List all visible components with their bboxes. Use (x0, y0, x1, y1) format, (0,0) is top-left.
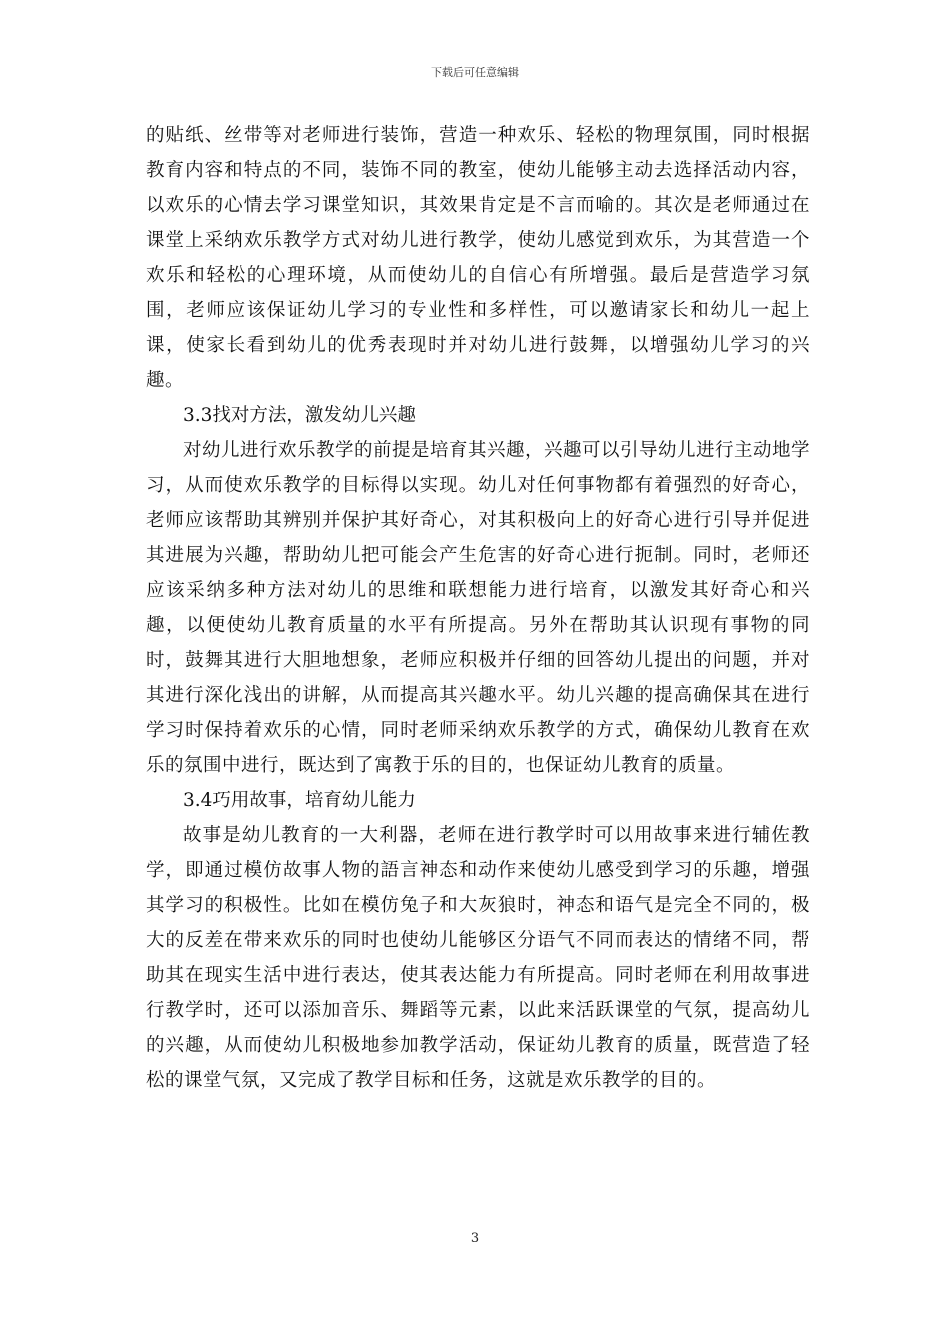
paragraph-method: 对幼儿进行欢乐教学的前提是培育其兴趣，兴趣可以引导幼儿进行主动地学习，从而使欢乐教学的目标得以实现。幼儿对任何事物都有着强烈的好奇心，老师应该帮助其辨别并保护其好奇心，对其积极向上的好奇心进行引导并促进其进展为兴趣，帮助幼儿把可能会产生危害的好奇心进行扼制。同时，老师还应该采纳多种方法对幼儿的思维和联想能力进行培育，以激发其好奇心和兴趣，以便使幼儿教育质量的水平有所提高。另外在帮助其认识现有事物的同时，鼓舞其进行大胆地想象，老师应积极并仔细的回答幼儿提出的问题，并对其进行深化浅出的讲解，从而提高其兴趣水平。幼儿兴趣的提高确保其在进行学习时保持着欢乐的心情，同时老师采纳欢乐教学的方式，确保幼儿教育在欢乐的氛围中进行，既达到了寓教于乐的目的，也保证幼儿教育的质量。 (146, 440, 811, 776)
section-heading-3-4: 3.4巧用故事，培育幼儿能力 (183, 790, 416, 811)
paragraph-story: 故事是幼儿教育的一大利器，老师在进行教学时可以用故事来进行辅佐教学，即通过模仿故事人物的語言神态和动作来使幼儿感受到学习的乐趣，增强其学习的积极性。比如在模仿兔子和大灰狼时，神态和语气是完全不同的，极大的反差在带来欢乐的同时也使幼儿能够区分语气不同而表达的情绪不同，帮助其在现实生活中进行表达，使其表达能力有所提高。同时老师在利用故事进行教学时，还可以添加音乐、舞蹈等元素，以此来活跃课堂的气氛，提高幼儿的兴趣，从而使幼儿积极地参加教学活动，保证幼儿教育的质量，既营造了轻松的课堂气氛，又完成了教学目标和任务，这就是欢乐教学的目的。 (146, 825, 810, 1091)
page-header: 下载后可任意编辑 (431, 66, 519, 79)
page-number: 3 (470, 1231, 480, 1246)
document-body (146, 118, 810, 1098)
paragraph-continuation: 的贴纸、丝带等对老师进行装饰，营造一种欢乐、轻松的物理氛围，同时根据教育内容和特点的不同，装饰不同的教室，使幼儿能够主动去选择活动内容，以欢乐的心情去学习课堂知识，其效果肯定是不言而喻的。其次是老师通过在课堂上采纳欢乐教学方式对幼儿进行教学，使幼儿感觉到欢乐，为其营造一个欢乐和轻松的心理环境，从而使幼儿的自信心有所增强。最后是营造学习氛围，老师应该保证幼儿学习的专业性和多样性，可以邀请家长和幼儿一起上课，使家长看到幼儿的优秀表现时并对幼儿进行鼓舞，以增强幼儿学习的兴趣。 (146, 125, 810, 391)
section-heading-3-3: 3.3找对方法，激发幼儿兴趣 (183, 405, 416, 426)
